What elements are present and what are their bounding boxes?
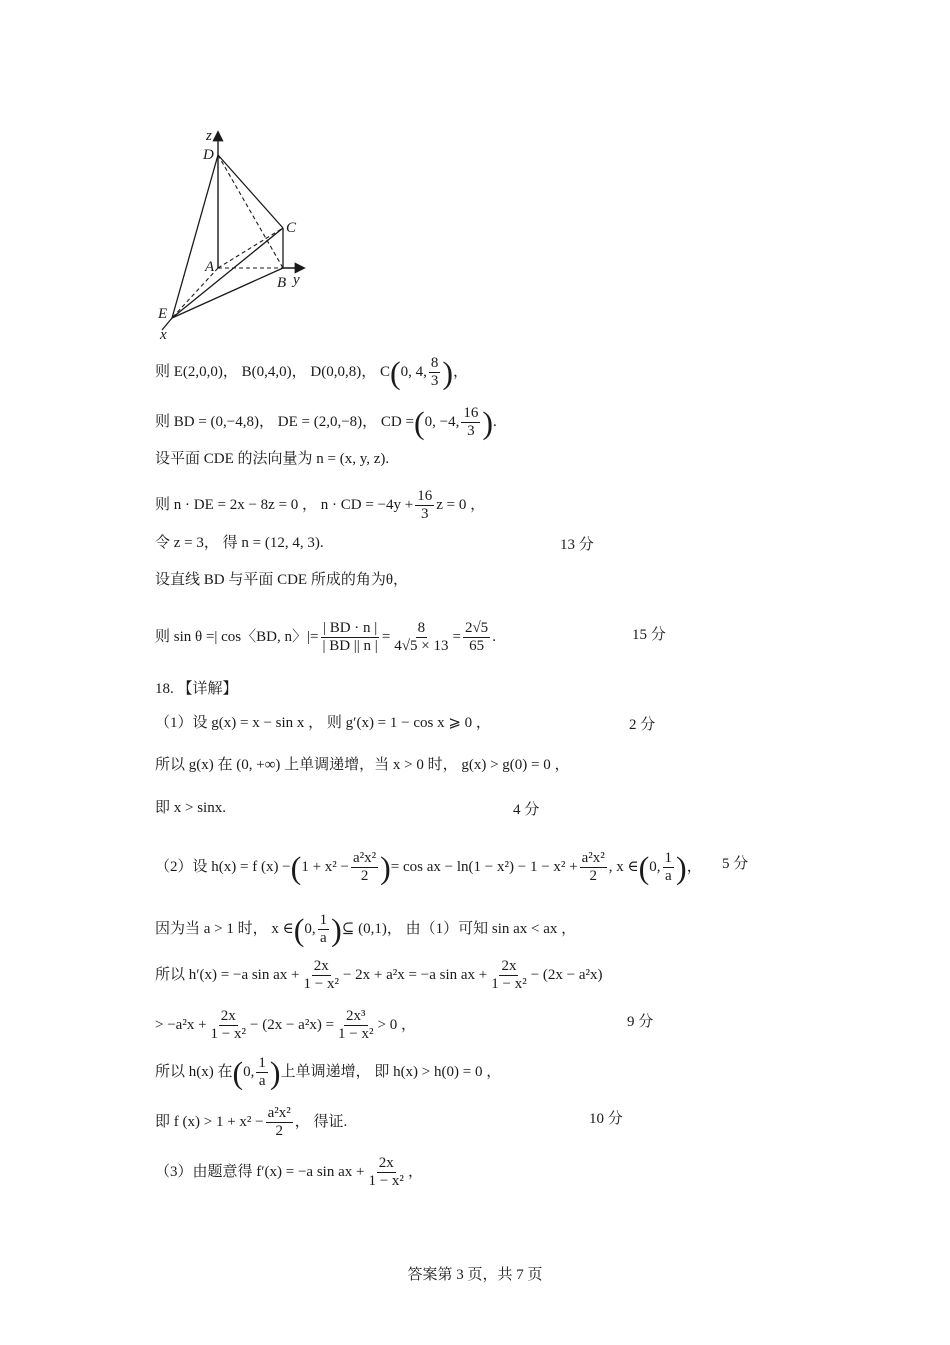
label-D: D [203, 147, 214, 163]
score-9: 9 分 [627, 1014, 654, 1030]
score-15: 15 分 [632, 627, 666, 643]
coords-line: 则 E(2,0,0)， B(0,4,0)， D(0,0,8)， C(0, 4, $\frac{8}{3}$ )， [155, 354, 469, 391]
part2-because: 因为当 a > 1 时， x ∈(0, $\frac{1}{a}$ )⊆ (0,1)， 由（1）可知 sin ax < ax ， [155, 911, 577, 948]
inequality-line: > −a²x + $\frac{2x}{\text{1 − x²}}$ − (2x − a²x) = $\frac{\text{2x³}}{\text{1 − x²}}$ > 0 ， [155, 1008, 416, 1042]
fraction: $\frac{8}{4√5 \times 13}$ [394, 620, 449, 654]
part2-conclusion: 即 f (x) > 1 + x² − $\frac{\text{a²x²}}{2}$ ， 得证. [155, 1105, 348, 1139]
label-A: A [205, 259, 215, 275]
vector-cd: 0, −4, [424, 413, 460, 430]
coords-text: 则 E(2,0,0)， B(0,4,0)， D(0,0,8)， C [155, 363, 390, 380]
fraction: $\frac{2√5}{65}$ [464, 620, 489, 654]
section-18-title: 18. 【详解】 [155, 681, 238, 697]
derivative-line: 所以 h′(x) = −a sin ax + $\frac{2x}{\text{1 − x²}}$ − 2x + a²x = −a sin ax + $\frac{2x}{\text{1 − x²}}$ − (2x − a²x) [155, 958, 603, 992]
score-2: 2 分 [629, 717, 656, 733]
label-E: E [158, 306, 168, 322]
label-B: B [277, 275, 287, 291]
score-10: 10 分 [589, 1111, 623, 1127]
vectors-text: 则 BD = (0,−4,8)， DE = (2,0,−8)， CD = [155, 413, 414, 430]
fraction: $\frac{16}{3}$ [417, 488, 433, 522]
fraction: $\frac{16}{3}$ [463, 405, 479, 439]
dot-text-end: z = 0 ， [436, 496, 486, 513]
fraction: $\frac{2x}{\text{1 − x²}}$ [210, 1008, 247, 1042]
sine-text: 则 sin θ =| cos〈BD, n〉|= [155, 628, 319, 645]
part2-line: （2）设 h(x) = f (x) −(1 + x² − $\frac{\text{a²x²}}{2}$ )= cos ax − ln(1 − x²) − 1 − x² + $\frac{\text{a²x²}}{2}$ , x ∈(0, $\frac{1}{a}$ )， [155, 849, 702, 886]
angle-line: 设直线 BD 与平面 CDE 所成的角为θ， [155, 572, 409, 588]
tetrahedron-figure [150, 125, 310, 340]
label-y: y [293, 272, 300, 288]
label-C: C [286, 220, 297, 236]
part3-line: （3）由题意得 f′(x) = −a sin ax + $\frac{2x}{\text{1 − x²}}$ ， [155, 1155, 423, 1189]
vectors-line: 则 BD = (0,−4,8)， DE = (2,0,−8)， CD =(0, −4, $\frac{16}{3}$ ). [155, 404, 497, 441]
coords-c: 0, 4, [400, 363, 427, 380]
label-x: x [160, 327, 167, 340]
score-13: 13 分 [560, 537, 594, 553]
score-5: 5 分 [722, 856, 749, 872]
part1-monotone: 所以 g(x) 在 (0, +∞) 上单调递增，当 x > 0 时， g(x) > g(0) = 0 ， [155, 757, 570, 773]
fraction: $\frac{\text{a²x²}}{2}$ [581, 850, 605, 884]
normal-vector-line: 设平面 CDE 的法向量为 n = (x, y, z). [155, 451, 390, 467]
part2-monotone: 所以 h(x) 在(0, $\frac{1}{a}$ )上单调递增， 即 h(x) > h(0) = 0 ， [155, 1054, 502, 1091]
set-z-line: 令 z = 3， 得 n = (12, 4, 3). [155, 535, 324, 551]
score-4: 4 分 [513, 802, 540, 818]
fraction: $\frac{\text{a²x²}}{2}$ [267, 1105, 291, 1139]
page-footer: 答案第 3 页，共 7 页 [407, 1267, 543, 1283]
sine-line: 则 sin θ =| cos〈BD, n〉|= $\frac{| BD \cdot n |}{| BD || n |}$ = $\frac{8}{4√5 \times 13}$ = $\frac{2√5}{65}$ . [155, 620, 496, 654]
fraction: $\frac{1}{a}$ [258, 1055, 266, 1089]
fraction: $\frac{1}{a}$ [319, 912, 328, 946]
fraction: $\frac{2x}{\text{1 − x²}}$ [368, 1155, 404, 1189]
fraction: $\frac{2x}{\text{1 − x²}}$ [303, 958, 339, 992]
part1-line: （1）设 g(x) = x − sin x ， 则 g′(x) = 1 − cos x ⩾ 0 ， [155, 715, 491, 731]
label-z: z [206, 128, 212, 144]
part1-conclusion: 即 x > sinx. [155, 800, 226, 816]
fraction: $\frac{\text{a²x²}}{2}$ [352, 850, 377, 884]
dot-product-line [155, 488, 485, 523]
fraction: $\frac{1}{a}$ [664, 850, 673, 884]
fraction: $\frac{\text{2x³}}{\text{1 − x²}}$ [338, 1008, 374, 1042]
fraction: $\frac{8}{3}$ [430, 355, 439, 389]
fraction: $\frac{2x}{\text{1 − x²}}$ [491, 958, 527, 992]
dot-text: 则 n · DE = 2x − 8z = 0 ， n · CD = −4y + [155, 496, 414, 513]
fraction: $\frac{| BD \cdot n |}{| BD || n |}$ [322, 620, 378, 654]
